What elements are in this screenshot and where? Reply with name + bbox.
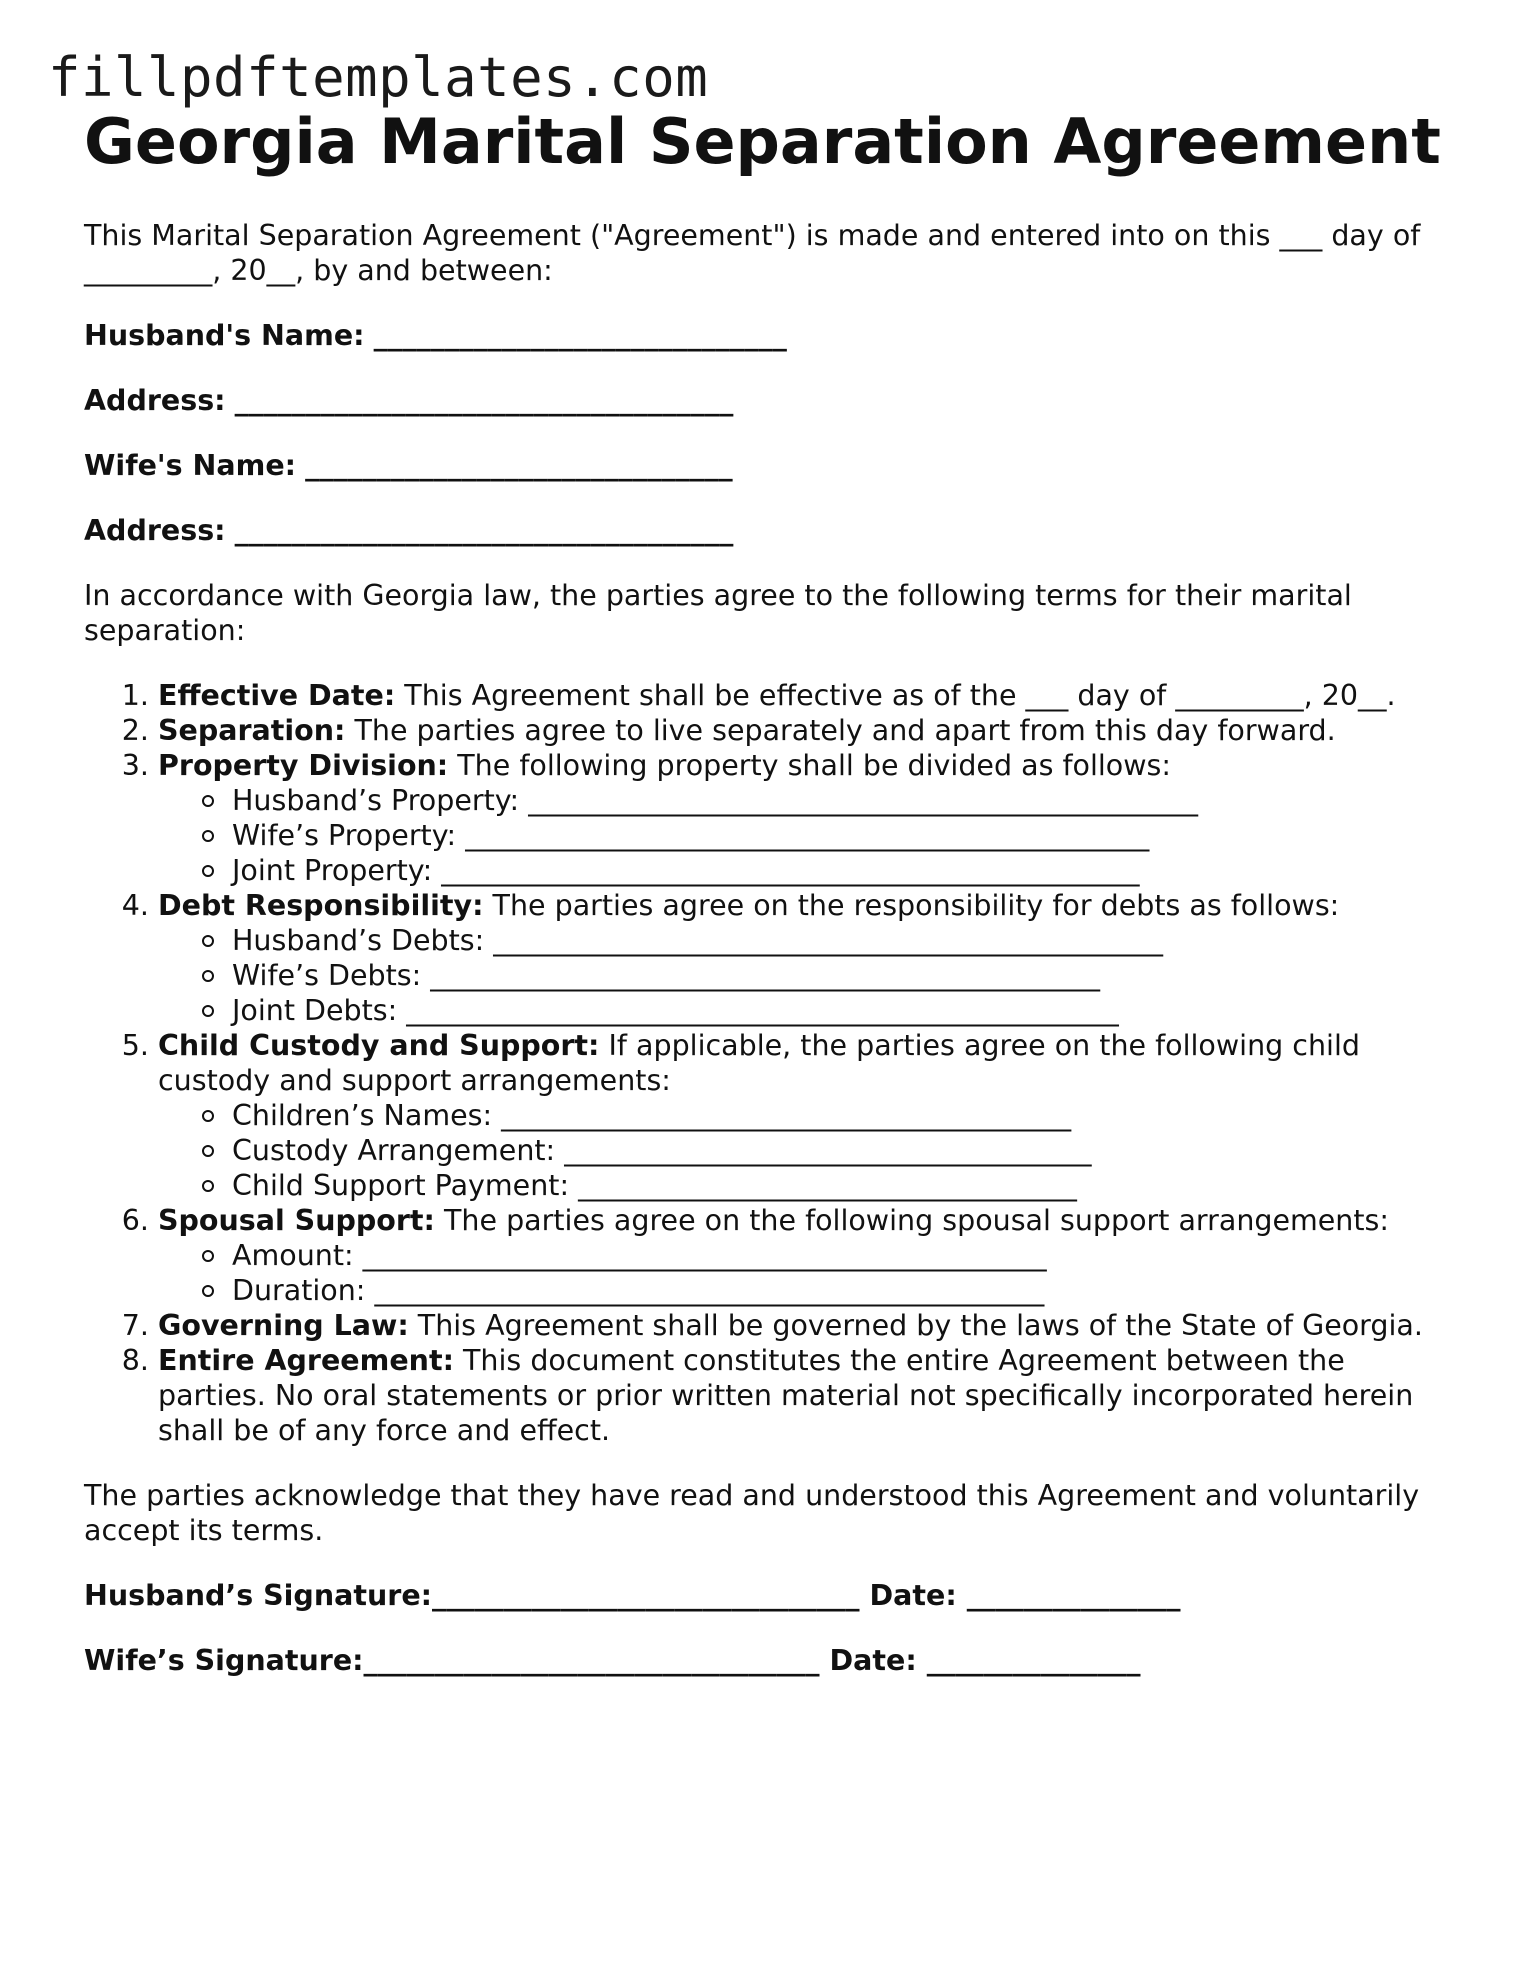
- site-watermark: fillpdftemplates.com: [48, 46, 709, 109]
- term-text: The parties agree to live separately and apart from this day forward.: [345, 714, 1336, 747]
- field-label: Husband's Name:: [84, 319, 365, 352]
- term-entire-agreement: [158, 1343, 1444, 1448]
- husband-name-field[interactable]: [84, 318, 1444, 353]
- document-title: Georgia Marital Separation Agreement: [84, 105, 1441, 178]
- field-blank[interactable]: _____________________________: [373, 319, 787, 352]
- term-label: Governing Law:: [158, 1309, 409, 1342]
- wife-address-field[interactable]: [84, 513, 1444, 548]
- acknowledgment-paragraph: The parties acknowledge that they have read and understood this Agreement and voluntarily accept its terms.: [84, 1479, 1420, 1547]
- wife-debts-field[interactable]: Wife’s Debts: _______________________________________________: [232, 958, 1444, 993]
- terms-list: [84, 678, 1444, 1448]
- term-text: This document constitutes the entire Agreement between the parties. No oral statements or prior written material not specifically incorporated herein shall be of any force and effect.: [158, 1344, 1414, 1447]
- date-label: Date:: [829, 1644, 917, 1677]
- field-blank[interactable]: ______________________________: [305, 449, 733, 482]
- field-label: Address:: [84, 384, 226, 417]
- wife-name-field[interactable]: [84, 448, 1444, 483]
- joint-debts-field[interactable]: Joint Debts: __________________________________________________: [232, 993, 1444, 1028]
- term-spousal-support: [158, 1203, 1444, 1308]
- term-separation: [158, 713, 1444, 748]
- term-label: Effective Date:: [158, 679, 396, 712]
- husband-debts-field[interactable]: Husband’s Debts: _______________________________________________: [232, 923, 1444, 958]
- term-governing-law: [158, 1308, 1444, 1343]
- joint-property-field[interactable]: Joint Property: _________________________________________________: [232, 853, 1444, 888]
- term-label: Debt Responsibility:: [158, 889, 484, 922]
- children-names-field[interactable]: Children’s Names: ________________________________________: [232, 1098, 1444, 1133]
- support-duration-field[interactable]: Duration: _______________________________________________: [232, 1273, 1444, 1308]
- date-blank[interactable]: _______________: [926, 1644, 1141, 1677]
- term-text: If applicable, the parties agree on the following child custody and support arrangements:: [158, 1029, 1360, 1097]
- term-label: Entire Agreement:: [158, 1344, 454, 1377]
- custody-arrangement-field[interactable]: Custody Arrangement: _____________________________________: [232, 1133, 1444, 1168]
- intro-paragraph: This Marital Separation Agreement ("Agreement") is made and entered into on this ___ day of _________, 20__, by and between:: [84, 219, 1421, 287]
- date-label: Date:: [869, 1579, 957, 1612]
- signature-label[interactable]: Husband’s Signature:______________________________: [84, 1579, 860, 1612]
- term-label: Property Division:: [158, 749, 449, 782]
- husband-property-field[interactable]: Husband’s Property: _______________________________________________: [232, 783, 1444, 818]
- husband-address-field[interactable]: [84, 383, 1444, 418]
- terms-lead-paragraph: In accordance with Georgia law, the parties agree to the following terms for their marital separation:: [84, 579, 1352, 647]
- term-label: Spousal Support:: [158, 1204, 435, 1237]
- term-text: The following property shall be divided as follows:: [448, 749, 1171, 782]
- signature-label[interactable]: Wife’s Signature:________________________________: [84, 1644, 820, 1677]
- field-label: Address:: [84, 514, 226, 547]
- property-sublist: [158, 783, 1444, 888]
- field-blank[interactable]: ___________________________________: [234, 384, 734, 417]
- date-blank[interactable]: _______________: [966, 1579, 1181, 1612]
- spousal-sublist: [158, 1238, 1444, 1308]
- custody-sublist: [158, 1098, 1444, 1203]
- term-effective-date: [158, 678, 1444, 713]
- term-debt-responsibility: [158, 888, 1444, 1028]
- term-property-division: [158, 748, 1444, 888]
- support-amount-field[interactable]: Amount: ________________________________________________: [232, 1238, 1444, 1273]
- child-support-payment-field[interactable]: Child Support Payment: ___________________________________: [232, 1168, 1444, 1203]
- term-text: The parties agree on the following spousal support arrangements:: [434, 1204, 1389, 1237]
- husband-signature-line[interactable]: [84, 1578, 1444, 1613]
- term-text: This Agreement shall be effective as of the ___ day of _________, 20__.: [395, 679, 1396, 712]
- document-page: [84, 104, 1444, 1678]
- field-label: Wife's Name:: [84, 449, 297, 482]
- term-child-custody: [158, 1028, 1444, 1203]
- term-label: Child Custody and Support:: [158, 1029, 600, 1062]
- wife-property-field[interactable]: Wife’s Property: ________________________________________________: [232, 818, 1444, 853]
- field-blank[interactable]: ___________________________________: [234, 514, 734, 547]
- term-text: The parties agree on the responsibility for debts as follows:: [483, 889, 1340, 922]
- term-text: This Agreement shall be governed by the laws of the State of Georgia.: [408, 1309, 1423, 1342]
- debt-sublist: [158, 923, 1444, 1028]
- term-label: Separation:: [158, 714, 346, 747]
- wife-signature-line[interactable]: [84, 1643, 1444, 1678]
